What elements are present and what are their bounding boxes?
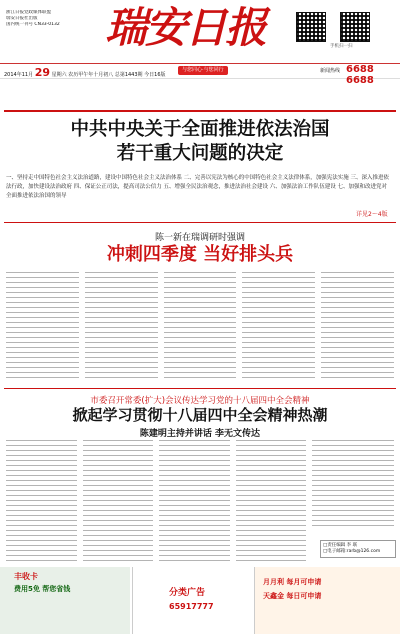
ad-bank-sub: 费用5免 帮您省钱 bbox=[14, 585, 71, 593]
ad-strip bbox=[0, 567, 400, 634]
masthead-line: 国内统一刊号 CN33-0132 bbox=[6, 22, 60, 27]
ad-classifieds-phone: 65917777 bbox=[169, 602, 214, 611]
text-column bbox=[242, 272, 315, 382]
main-headline-line2: 若干重大问题的决定 bbox=[116, 143, 284, 164]
day-number: 29 bbox=[34, 66, 50, 79]
date-info bbox=[4, 66, 166, 79]
text-column bbox=[321, 272, 394, 382]
text-column bbox=[6, 440, 77, 564]
story3-body bbox=[6, 440, 306, 564]
text-column bbox=[6, 272, 79, 382]
text-column bbox=[236, 440, 307, 564]
story3-byline: 陈建明主持并讲话 李无文传达 bbox=[139, 429, 261, 439]
story2-body bbox=[6, 272, 394, 382]
story2-kicker: 陈一新在瑞调研时强调 bbox=[154, 233, 245, 243]
weekday: 星期六 bbox=[51, 72, 67, 78]
ad-deposit[interactable] bbox=[254, 567, 400, 634]
story3-kicker: 市委召开常委(扩大)会议传达学习党的十八届四中全会精神 bbox=[90, 396, 310, 406]
text-column bbox=[85, 272, 158, 382]
masthead-left-info bbox=[6, 10, 94, 28]
rule-mid bbox=[4, 222, 396, 223]
hotline-label: 新闻热线 bbox=[320, 68, 341, 74]
ad-deposit-line2: 天鑫金 每日可申请 bbox=[263, 592, 322, 600]
text-column bbox=[159, 440, 230, 564]
story3-headline: 掀起学习贯彻十八届四中全会精神热潮 bbox=[72, 406, 328, 424]
ad-deposit-line1: 月月利 每月可申请 bbox=[263, 578, 322, 586]
issue-number: 总第1443期 bbox=[114, 72, 143, 78]
lunar-date: 农历甲午年十月初八 bbox=[68, 72, 114, 78]
decision-summary: 一、坚持走中国特色社会主义法治道路，建设中国特色社会主义法治体系 二、完善以宪法为核心的中国特色社会主义法律体系，加强宪法实施 三、深入推进依法行政，加快建设法治政府 四、保证公正司法，提高司法公信力 五、增强全民法治观念，推进法治社会建设 六、加强法治工作队伍建设 七、加强和改进党对全面推进依法治国的领导 bbox=[6, 175, 390, 199]
newspaper-logo: 瑞安日报 bbox=[105, 3, 266, 52]
qr-code-icon bbox=[296, 12, 326, 42]
ad-bank[interactable] bbox=[0, 567, 130, 634]
qr-caption-line: 手机扫一扫 bbox=[330, 44, 353, 49]
story2-headline: 冲刺四季度 当好排头兵 bbox=[106, 244, 294, 265]
slogan-pill: 与您同心·与您同行 bbox=[178, 66, 228, 75]
editor-box bbox=[320, 540, 396, 558]
email-line: □电子邮箱:rarb@126.com bbox=[323, 549, 381, 554]
ad-classifieds[interactable] bbox=[132, 567, 253, 634]
text-column bbox=[164, 272, 237, 382]
ad-bank-title: 丰收卡 bbox=[14, 572, 38, 581]
qr-caption bbox=[330, 44, 353, 50]
rule-top bbox=[4, 110, 396, 112]
ad-classifieds-title: 分类广告 bbox=[169, 588, 206, 598]
rule-mid2 bbox=[4, 388, 396, 389]
masthead-line: 浙江日报党政媒体联盟 bbox=[6, 10, 51, 15]
text-column bbox=[312, 440, 394, 530]
main-headline-line1: 中共中央关于全面推进依法治国 bbox=[70, 119, 330, 140]
editor-line: □责任编辑 李 联 bbox=[323, 543, 358, 548]
text-column bbox=[83, 440, 154, 564]
page-count: 今日16版 bbox=[144, 72, 166, 78]
qr-code-icon bbox=[340, 12, 370, 42]
jump-link[interactable]: 详见2～4版 bbox=[356, 211, 388, 218]
year-month: 2014年11月 bbox=[4, 72, 34, 78]
main-headline bbox=[0, 118, 400, 166]
hotline-number: 6688 6688 bbox=[346, 64, 374, 86]
masthead-line: 瑞安日报社出版 bbox=[6, 16, 38, 21]
story3-body-right bbox=[312, 440, 394, 530]
